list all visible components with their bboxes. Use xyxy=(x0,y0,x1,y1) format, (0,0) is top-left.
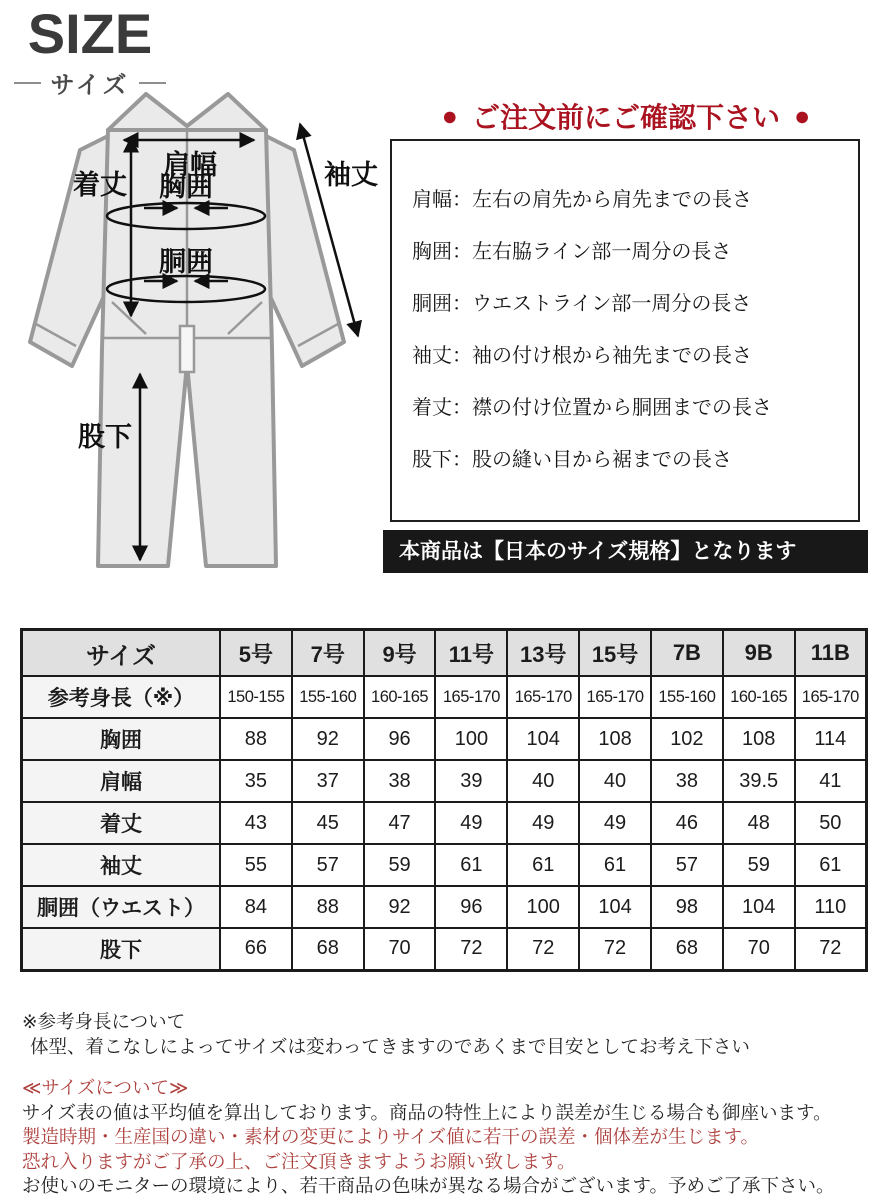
size-value-cell: 37 xyxy=(292,760,364,802)
note-apology: 恐れ入りますがご了承の上、ご注文頂きますようお願い致します。 xyxy=(22,1150,576,1172)
size-value-cell: 155-160 xyxy=(292,676,364,718)
diagram-label-sleeve: 袖丈 xyxy=(324,160,378,190)
size-value-cell: 61 xyxy=(579,844,651,886)
size-value-cell: 96 xyxy=(435,886,507,928)
size-table-body xyxy=(22,676,867,970)
size-value-cell: 160-165 xyxy=(723,676,795,718)
size-value-cell: 45 xyxy=(292,802,364,844)
size-value-cell: 72 xyxy=(795,928,867,970)
size-column-header: 11号 xyxy=(435,630,507,677)
size-value-cell: 48 xyxy=(723,802,795,844)
size-column-header: 9B xyxy=(723,630,795,677)
size-column-header: 7B xyxy=(651,630,723,677)
row-label: 肩幅 xyxy=(22,760,221,802)
collar-shape xyxy=(108,94,266,130)
measurement-definition-袖丈: 袖丈：袖の付け根から袖先までの長さ xyxy=(412,345,752,367)
diagram-label-inseam: 股下 xyxy=(78,422,132,452)
size-value-cell: 57 xyxy=(651,844,723,886)
size-value-cell: 66 xyxy=(220,928,292,970)
size-value-cell: 68 xyxy=(292,928,364,970)
size-value-cell: 88 xyxy=(292,886,364,928)
size-value-cell: 61 xyxy=(507,844,579,886)
diagram-label-chest: 胸囲 xyxy=(159,172,213,202)
size-value-cell: 96 xyxy=(364,718,436,760)
size-value-cell: 108 xyxy=(723,718,795,760)
size-value-cell: 104 xyxy=(507,718,579,760)
size-value-cell: 35 xyxy=(220,760,292,802)
size-value-cell: 72 xyxy=(507,928,579,970)
size-value-cell: 100 xyxy=(435,718,507,760)
table-row xyxy=(22,760,867,802)
measurement-definition-肩幅: 肩幅：左右の肩先から肩先までの長さ xyxy=(412,189,752,211)
size-value-cell: 38 xyxy=(651,760,723,802)
size-table xyxy=(20,628,868,972)
size-column-header: 7号 xyxy=(292,630,364,677)
measurement-definition-胴囲: 胴囲：ウエストライン部一周分の長さ xyxy=(412,293,752,315)
note-average-values: サイズ表の値は平均値を算出しております。商品の特性上により誤差が生じる場合も御座います。 xyxy=(22,1101,832,1123)
row-label: 参考身長（※） xyxy=(22,676,221,718)
measurement-definition-着丈: 着丈：襟の付け位置から胴囲までの長さ xyxy=(412,397,772,419)
size-value-cell: 114 xyxy=(795,718,867,760)
row-label: 股下 xyxy=(22,928,221,970)
size-value-cell: 41 xyxy=(795,760,867,802)
size-value-cell: 49 xyxy=(579,802,651,844)
size-value-cell: 110 xyxy=(795,886,867,928)
size-value-cell: 104 xyxy=(723,886,795,928)
size-value-cell: 47 xyxy=(364,802,436,844)
size-column-header: 11B xyxy=(795,630,867,677)
size-value-cell: 49 xyxy=(435,802,507,844)
size-value-cell: 43 xyxy=(220,802,292,844)
bullet-right-icon: ● xyxy=(794,100,811,131)
size-column-header: 9号 xyxy=(364,630,436,677)
size-value-cell: 165-170 xyxy=(435,676,507,718)
size-value-cell: 160-165 xyxy=(364,676,436,718)
size-table-head xyxy=(22,630,867,677)
note-ref-height-title: ※参考身長について xyxy=(22,1011,186,1032)
coverall-illustration xyxy=(28,86,380,620)
measurement-definition-股下: 股下：股の縫い目から裾までの長さ xyxy=(412,449,732,471)
size-value-cell: 72 xyxy=(435,928,507,970)
row-label: 胴囲（ウエスト） xyxy=(22,886,221,928)
note-ref-height-body: 体型、着こなしによってサイズは変わってきますのであくまで目安としてお考え下さい xyxy=(30,1035,750,1057)
dash-left-decoration xyxy=(14,82,41,84)
size-value-cell: 39 xyxy=(435,760,507,802)
row-label: 袖丈 xyxy=(22,844,221,886)
row-label: 着丈 xyxy=(22,802,221,844)
size-value-cell: 165-170 xyxy=(507,676,579,718)
size-heading-ja: サイズ xyxy=(50,72,130,99)
size-value-cell: 49 xyxy=(507,802,579,844)
garment-diagram xyxy=(28,86,380,620)
size-value-cell: 61 xyxy=(795,844,867,886)
size-value-cell: 100 xyxy=(507,886,579,928)
measurement-definition-胸囲: 胸囲：左右脇ライン部一周分の長さ xyxy=(412,241,732,263)
confirm-heading-text: ご注文前にご確認下さい xyxy=(471,102,780,133)
size-value-cell: 57 xyxy=(292,844,364,886)
size-value-cell: 40 xyxy=(507,760,579,802)
size-value-cell: 38 xyxy=(364,760,436,802)
size-value-cell: 59 xyxy=(364,844,436,886)
size-column-header: 15号 xyxy=(579,630,651,677)
size-value-cell: 61 xyxy=(435,844,507,886)
size-value-cell: 39.5 xyxy=(723,760,795,802)
dash-right-decoration xyxy=(139,82,166,84)
table-row xyxy=(22,844,867,886)
diagram-label-body-length: 着丈 xyxy=(73,170,127,200)
table-row xyxy=(22,802,867,844)
size-value-cell: 88 xyxy=(220,718,292,760)
size-value-cell: 92 xyxy=(292,718,364,760)
size-value-cell: 70 xyxy=(364,928,436,970)
size-value-cell: 108 xyxy=(579,718,651,760)
size-value-cell: 40 xyxy=(579,760,651,802)
size-value-cell: 84 xyxy=(220,886,292,928)
note-monitor-color: お使いのモニターの環境により、若干商品の色味が異なる場合がございます。予めご了承下さい。 xyxy=(22,1175,835,1196)
size-value-cell: 155-160 xyxy=(651,676,723,718)
note-variance-warning: 製造時期・生産国の違い・素材の変更によりサイズ値に若干の誤差・個体差が生じます。 xyxy=(22,1126,760,1147)
size-value-cell: 68 xyxy=(651,928,723,970)
size-value-cell: 165-170 xyxy=(795,676,867,718)
size-value-cell: 98 xyxy=(651,886,723,928)
table-row xyxy=(22,928,867,970)
confirm-heading xyxy=(388,96,864,136)
size-column-header: 5号 xyxy=(220,630,292,677)
table-row xyxy=(22,886,867,928)
size-column-header: 13号 xyxy=(507,630,579,677)
size-value-cell: 55 xyxy=(220,844,292,886)
size-heading-en: SIZE xyxy=(27,2,153,65)
size-table-head-row xyxy=(22,630,867,677)
row-label: 胸囲 xyxy=(22,718,221,760)
notes-section xyxy=(22,1010,870,1199)
bullet-left-icon: ● xyxy=(441,100,458,131)
size-value-cell: 50 xyxy=(795,802,867,844)
note-about-size-title: ≪サイズについて≫ xyxy=(22,1077,189,1098)
jp-size-standard-banner: 本商品は【日本のサイズ規格】となります xyxy=(383,530,868,573)
table-row xyxy=(22,676,867,718)
table-row xyxy=(22,718,867,760)
size-value-cell: 150-155 xyxy=(220,676,292,718)
diagram-label-shoulder: 肩幅 xyxy=(163,150,217,180)
size-value-cell: 104 xyxy=(579,886,651,928)
size-value-cell: 59 xyxy=(723,844,795,886)
size-value-cell: 92 xyxy=(364,886,436,928)
size-table-corner: サイズ xyxy=(22,630,221,677)
size-value-cell: 70 xyxy=(723,928,795,970)
diagram-label-waist: 胴囲 xyxy=(159,247,213,277)
measurement-definitions-box xyxy=(390,139,860,522)
zip-placket xyxy=(180,326,194,372)
size-value-cell: 72 xyxy=(579,928,651,970)
size-value-cell: 165-170 xyxy=(579,676,651,718)
size-value-cell: 46 xyxy=(651,802,723,844)
size-value-cell: 102 xyxy=(651,718,723,760)
